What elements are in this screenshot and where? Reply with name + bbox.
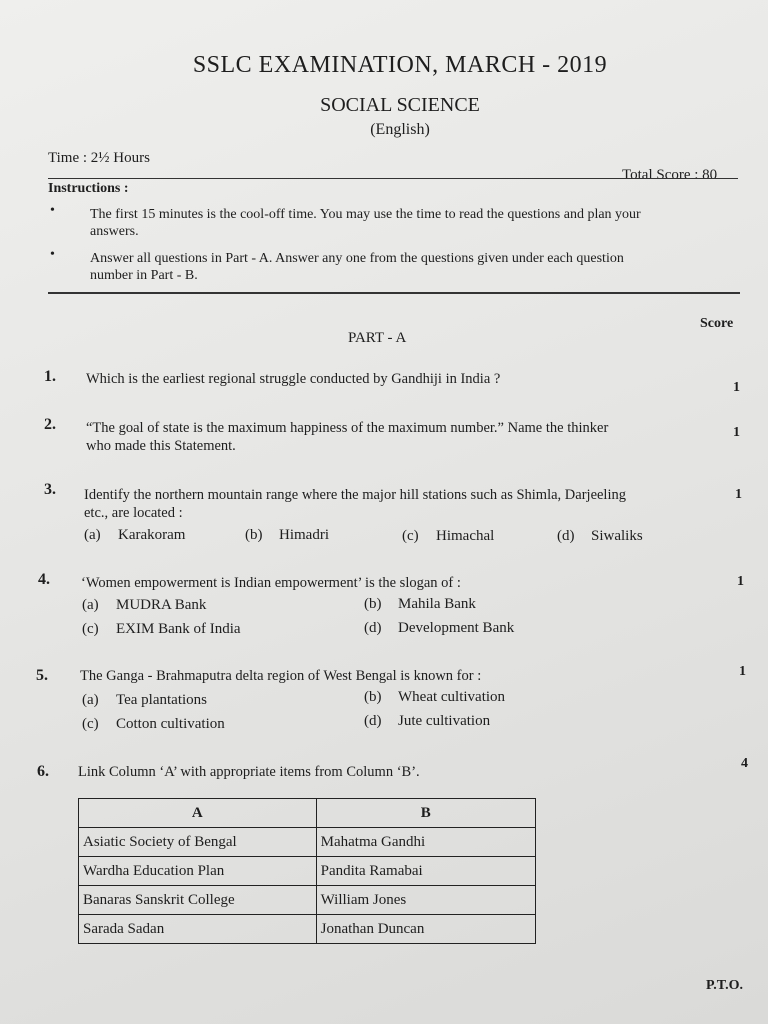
option-letter: (b) [364, 596, 382, 612]
subject-title: SOCIAL SCIENCE [320, 94, 480, 116]
score-heading: Score [700, 316, 734, 331]
table-row [79, 828, 536, 857]
question-text: ‘Women empowerment is Indian empowerment’ is the slogan of : [81, 575, 461, 591]
instruction-line: answers. [90, 224, 139, 239]
question-score: 1 [733, 380, 740, 395]
option-letter: (d) [364, 620, 382, 636]
question-text: The Ganga - Brahmaputra delta region of West Bengal is known for : [80, 668, 482, 684]
option-a [82, 597, 206, 614]
table-cell: Asiatic Society of Bengal [79, 828, 317, 857]
column-a-header: A [79, 799, 317, 828]
language-label: (English) [370, 121, 430, 138]
column-b-header: B [316, 799, 535, 828]
question-number: 5. [36, 667, 48, 684]
option-text: Cotton cultivation [116, 716, 225, 732]
question-score: 4 [741, 756, 748, 771]
time-label [48, 150, 150, 167]
question-score: 1 [739, 664, 746, 679]
option-d [557, 528, 643, 545]
option-c [82, 621, 241, 638]
question-score: 1 [735, 487, 742, 502]
option-c [82, 716, 225, 733]
header-divider [48, 178, 738, 179]
option-letter: (a) [82, 692, 99, 708]
table-cell: Mahatma Gandhi [316, 828, 535, 857]
table-cell: Sarada Sadan [79, 915, 317, 944]
option-text: EXIM Bank of India [116, 621, 241, 637]
table-cell: Banaras Sanskrit College [79, 886, 317, 915]
question-line: Identify the northern mountain range where the major hill stations such as Shimla, Darjeeling [84, 487, 626, 503]
option-d [364, 713, 490, 730]
pto-label: P.T.O. [706, 978, 743, 993]
option-text: Development Bank [398, 620, 515, 636]
option-letter: (a) [84, 527, 101, 543]
option-letter: (d) [364, 713, 382, 729]
question-score: 1 [733, 425, 740, 440]
option-c [402, 528, 494, 545]
option-letter: (c) [402, 528, 419, 544]
option-text: Siwaliks [591, 528, 643, 544]
part-a-heading: PART - A [348, 330, 407, 346]
exam-title: SSLC EXAMINATION, MARCH - 2019 [192, 52, 608, 78]
question-number: 2. [44, 416, 56, 433]
table-cell: William Jones [316, 886, 535, 915]
option-text: Wheat cultivation [398, 689, 506, 705]
option-text: Himachal [436, 528, 495, 544]
option-a [84, 527, 185, 544]
option-text: Himadri [279, 527, 329, 543]
option-text: Karakoram [118, 527, 186, 543]
table-header-row [79, 799, 536, 828]
instruction-item [90, 250, 750, 284]
instruction-line: The first 15 minutes is the cool-off time. You may use the time to read the questions and plan your [90, 207, 641, 222]
question-text [86, 419, 716, 455]
question-text: Link Column ‘A’ with appropriate items from Column ‘B’. [78, 764, 420, 780]
link-columns-table [78, 798, 536, 944]
option-letter: (d) [557, 528, 575, 544]
instructions-heading: Instructions : [48, 181, 129, 196]
instruction-line: number in Part - B. [90, 268, 198, 283]
question-number: 6. [37, 763, 49, 780]
option-letter: (a) [82, 597, 99, 613]
table-row [79, 915, 536, 944]
option-text: Jute cultivation [398, 713, 491, 729]
option-letter: (c) [82, 621, 99, 637]
question-line: etc., are located : [84, 505, 183, 521]
option-text: Tea plantations [116, 692, 208, 708]
option-b [245, 527, 329, 544]
table-cell: Jonathan Duncan [316, 915, 535, 944]
bullet-icon: • [50, 247, 55, 262]
option-a [82, 692, 207, 709]
table-row [79, 857, 536, 886]
option-b [364, 689, 505, 706]
question-number: 3. [44, 481, 56, 498]
option-text: Mahila Bank [398, 596, 476, 612]
instructions-divider [48, 292, 740, 294]
instruction-item [90, 206, 750, 240]
question-number: 4. [38, 571, 50, 588]
question-text [84, 486, 714, 522]
option-letter: (b) [364, 689, 382, 705]
bullet-icon: • [50, 203, 55, 218]
question-line: who made this Statement. [86, 438, 236, 454]
instruction-line: Answer all questions in Part - A. Answer any one from the questions given under each question [90, 251, 624, 266]
option-b [364, 596, 476, 613]
option-text: MUDRA Bank [116, 597, 207, 613]
question-line: “The goal of state is the maximum happiness of the maximum number.” Name the thinker [86, 420, 609, 436]
option-letter: (c) [82, 716, 99, 732]
question-text: Which is the earliest regional struggle conducted by Gandhiji in India ? [86, 371, 501, 387]
time-text: Time : 2½ Hours [48, 150, 150, 166]
question-score: 1 [737, 574, 744, 589]
option-d [364, 620, 514, 637]
table-row [79, 886, 536, 915]
question-number: 1. [44, 368, 56, 385]
table-cell: Pandita Ramabai [316, 857, 535, 886]
total-score-label: Total Score : 80 [622, 167, 718, 183]
option-letter: (b) [245, 527, 263, 543]
table-cell: Wardha Education Plan [79, 857, 317, 886]
